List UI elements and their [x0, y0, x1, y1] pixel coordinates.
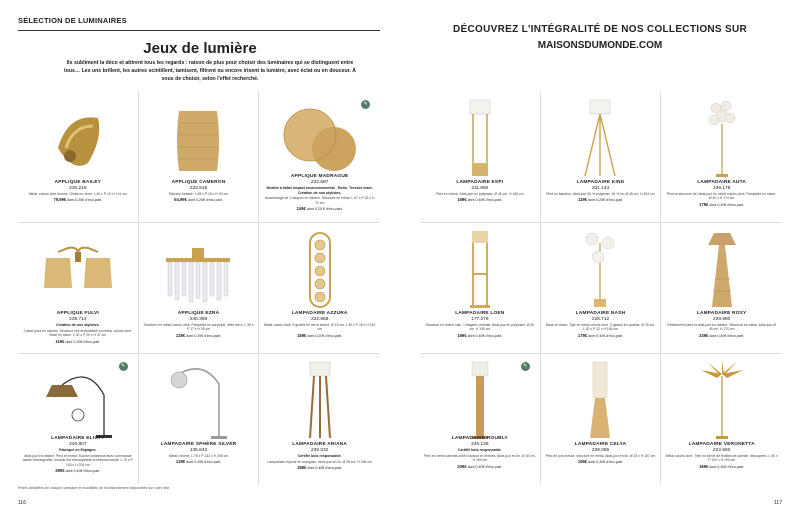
product-price-line [545, 333, 657, 338]
product-name: APPLIQUE FULVI [56, 311, 99, 316]
lamp-image [541, 229, 661, 309]
product-price-line [424, 197, 536, 202]
eco-badge-icon: ✎ [361, 100, 370, 109]
eco-part: dont 0,40€ d'éco-part. [65, 468, 101, 473]
product-price-line [424, 333, 536, 338]
product-ref: 230.219 [69, 186, 87, 191]
product-price-line [22, 468, 134, 473]
product-price: 179€ [699, 201, 709, 207]
product-card-veronetta[interactable] [661, 354, 782, 484]
product-price-line [665, 333, 778, 338]
product-card-nash[interactable] [541, 223, 662, 354]
product-description: Structure en métal coloris doré. Pampilles en acrylique, effet verre. L 35 x P 17 x H 35 cm [143, 323, 254, 332]
lamp-image [541, 98, 661, 178]
product-ref: 233.918 [189, 186, 208, 191]
product-description: Métal, coloris doré brossé. Globe en verre. L 40 x P 10 x H 41 cm [28, 192, 127, 196]
product-card-auta[interactable] [661, 92, 782, 223]
product-description: Pied en jonc tressé, structure en métal. Abat-jour en lin. Ø 25 x H 157 cm [545, 454, 656, 458]
product-note: Certifié bois responsable. [297, 454, 342, 458]
product-description: Revêtement pied et abat-jour en rabane. Structure en métal. Abat-jour Ø 45 cm. H 170 cm [667, 323, 776, 332]
product-name: LAMPADAIRE AZZURA [291, 311, 348, 316]
product-name: LAMPADAIRE LOEN [455, 311, 505, 316]
product-description: Métal coloris doré. 5 globes en verre ambré, Ø 15 cm. L 30 x P 18 x H 140 cm [263, 323, 376, 332]
product-card-espi[interactable] [420, 92, 541, 223]
product-price-line [665, 464, 778, 469]
product-card-eliott[interactable] [18, 354, 139, 484]
product-price-line [263, 206, 376, 211]
right-page [400, 0, 800, 513]
product-name: LAMPADAIRE NASH [575, 311, 626, 316]
section-divider [18, 30, 380, 31]
lamp-image [259, 229, 380, 309]
lamp-image [420, 360, 540, 440]
lamp-image [420, 98, 540, 178]
product-ref: 239.714 [69, 317, 87, 322]
lamp-image [259, 360, 380, 440]
product-price: 399€ [55, 467, 65, 473]
product-price: 189€ [297, 465, 307, 471]
product-price: 239€ [699, 332, 709, 338]
eco-part: dont 0,20€ d'éco-part. [186, 333, 222, 338]
eco-part: dont 0,40€ d'éco-part. [307, 466, 343, 471]
product-ref: 240.399 [189, 317, 208, 322]
product-description: Structure en chêne clair. 1 étagère centrale. Abat-jour en polyester, Ø 40 cm. H 155 cm [425, 323, 535, 332]
page-number: 116 [18, 500, 26, 506]
product-description: Rabane tressée. L 65 x P 18 x H 40 cm [168, 192, 228, 196]
product-ref: 239.179 [712, 186, 731, 191]
product-price: 119€ [578, 197, 588, 203]
product-price-line [22, 339, 134, 344]
page-number: 117 [774, 500, 782, 506]
product-price: 159€ [577, 459, 588, 465]
product-name: LAMPADAIRE ROUBLY [451, 436, 508, 441]
product-name: LAMPADAIRE VERONETTA [688, 442, 755, 447]
eco-part: dont 0,40€ d'éco-part. [588, 333, 624, 338]
lamp-image [541, 360, 661, 440]
product-price: 79,99€ [53, 197, 67, 203]
section-title: SÉLECTION DE LUMINAIRES [18, 16, 127, 25]
product-description: Métal coloris doré. Tête en forme de feuilles de palmier, découpées. L 60 x P 100 x H 190 cm [665, 454, 778, 463]
eco-part: dont 0,20 € d'éco-part. [306, 207, 343, 212]
eco-part: dont 0,40€ d'éco-part. [467, 198, 503, 203]
lamp-image [18, 98, 138, 178]
product-price-line [424, 464, 536, 469]
product-price-line [263, 333, 376, 338]
product-price-line [545, 459, 657, 464]
product-note: Fabriqué en Espagne. [59, 448, 97, 452]
product-name: APPLIQUE CAMERON [171, 180, 226, 185]
product-ref: 239.032 [310, 448, 329, 453]
right-product-grid [420, 92, 782, 484]
lamp-image [139, 98, 259, 178]
lamp-image [139, 360, 259, 440]
product-name: APPLIQUE EZRA [177, 311, 220, 316]
lamp-image [18, 360, 138, 440]
product-price-line [263, 465, 376, 470]
product-description: Pied et structure de l'abat-jour en métal coloris doré. Pampilles en nacre. Ø 40 x H 174 cm [667, 192, 777, 201]
product-card-bailey[interactable] [18, 92, 139, 223]
product-description: Abat-jour en rabane. Pied en métal. Source lumineuse avec commande tactile rechargeable, module led rechargeable et télécommandé. L 70 x P 100 x H 226 cm [22, 453, 133, 467]
product-name: LAMPADAIRE KIND [576, 180, 625, 185]
lamp-image [139, 229, 259, 309]
product-card-madrague[interactable] [259, 92, 380, 223]
product-price: 209€ [457, 463, 467, 469]
product-description: 2 abat-jours en rabane. Structure cire anomalisée en métal, coloris doré. Base en laiton. L 30 x P 20 x H 37 cm [23, 328, 133, 338]
product-price: 149€ [296, 206, 306, 212]
product-ref: 232.888 [310, 317, 329, 322]
product-price-line [143, 197, 255, 202]
eco-part: dont 0,40€ d'éco-part. [467, 333, 503, 338]
product-card-celya[interactable] [541, 354, 662, 484]
left-product-grid [18, 92, 380, 484]
product-ref: 135.842 [189, 448, 208, 453]
product-price-line [143, 459, 255, 464]
product-ref: 211.880 [471, 186, 489, 191]
product-note: Création de nos stylistes. [56, 323, 100, 327]
product-ref: 232.687 [310, 180, 329, 185]
lamp-image [259, 98, 380, 178]
product-card-roubly[interactable] [420, 354, 541, 484]
product-ref: 239.980 [712, 317, 731, 322]
product-description: Pied en hévéa lamellé-collé d'acacia et d'hévéa. Abat-jour en lin, Ø 40 cm. H 160 cm [424, 453, 536, 463]
eco-part: dont 0,40€ d'éco-part. [186, 460, 222, 465]
page-headline: Jeux de lumière [143, 40, 257, 57]
product-description: Assemblage de 2 disques en rabane. Structure en métal. L 67 x P 32 x H 70 cm [264, 196, 375, 205]
product-ref: 177.279 [471, 317, 489, 322]
product-price: 189€ [297, 332, 307, 338]
product-description: Pied en chêne. Abat-jour en polyester, Ø 45 cm. H 168 cm [436, 192, 524, 196]
product-description: Base en laiton. Tige en métal coloris doré. 3 globes en opaline, Ø 25 cm. L 30 x P 22 x H 166 cm [545, 323, 656, 332]
product-name: LAMPADAIRE SPHÈRE SILVER [160, 442, 237, 447]
product-price: 119€ [55, 338, 65, 344]
product-price: 169€ [457, 197, 467, 203]
product-card-azzura[interactable] [259, 223, 380, 354]
eco-part: dont 0,40€ d'éco-part. [588, 460, 624, 465]
product-price-line [665, 202, 778, 207]
product-card-fulvi[interactable] [18, 223, 139, 354]
product-card-cameron[interactable] [139, 92, 260, 223]
lamp-image [420, 229, 540, 309]
product-card-ezra[interactable] [139, 223, 260, 354]
product-ref: 240.139 [471, 442, 489, 447]
eco-part: dont 0,20€ d'éco-part. [588, 198, 623, 203]
eco-part: dont 0,40€ d'éco-part. [709, 333, 745, 338]
product-name: APPLIQUE MADRAGUE [290, 174, 349, 179]
product-price-line [143, 333, 255, 338]
product-card-sphere-silver[interactable] [139, 354, 260, 484]
product-name: LAMPADAIRE ESPI [456, 180, 504, 185]
product-price: 169€ [699, 463, 709, 469]
product-ref: 201.144 [591, 186, 610, 191]
product-price: 129€ [175, 459, 186, 465]
eco-part: dont 0,20€ d'éco-part. [307, 333, 343, 338]
product-name: APPLIQUE BAILEY [54, 180, 102, 185]
product-description: Pied en bambou. Abat-jour 60 % polyester, 35 % lin, Ø 45 cm. H 154 cm [546, 192, 655, 196]
product-price-line [22, 197, 134, 202]
product-name: LAMPADAIRE ARIANA [292, 442, 348, 447]
eco-part: dont 0,20€ d'éco-part. [65, 339, 101, 344]
product-ref: 222.660 [712, 448, 731, 453]
lamp-image [661, 98, 782, 178]
product-note: Certifié bois responsable. [457, 448, 502, 452]
product-name: LAMPADAIRE ROSY [696, 311, 747, 316]
intro-paragraph: Ils subliment la déco et attirent tous les regards : raison de plus pour choisir des luminaires qui se distinguent entre tous… Les uns brillent, les autres scintillent, tamisent, filtrent ou encore irisent la lumière, avec éclat ou en douceur. À vous de choisir, selon l'effet recherché. [63, 60, 357, 82]
product-card-loen[interactable] [420, 223, 541, 354]
product-card-rosy[interactable] [661, 223, 782, 354]
product-price: 54,99€ [174, 197, 187, 203]
lamp-image [661, 360, 782, 440]
product-note: Modèle à faible impact environnemental - Rotin. Tressée main. Création de nos stylistes. [266, 186, 373, 195]
website-link[interactable]: MAISONSDUMONDE.COM [537, 40, 663, 51]
product-name: LAMPADAIRE AUTA [697, 180, 747, 185]
eco-part: dont 0,40€ d'éco-part. [709, 202, 745, 207]
product-name: LAMPADAIRE CELYA [574, 442, 627, 447]
product-card-ariana[interactable] [259, 354, 380, 484]
eco-part: dont 0,20€ d'éco-part. [67, 198, 103, 203]
product-ref: 228.712 [591, 317, 610, 322]
product-price: 129€ [175, 332, 186, 338]
product-card-kind[interactable] [541, 92, 662, 223]
product-description: Lampadaire tripode en manguier. Abat-jour en lin, Ø 35 cm. H 168 cm [267, 459, 372, 464]
product-ref: 239.065 [591, 448, 610, 453]
product-price-line [545, 197, 657, 202]
footnote: Prises détaillées de chaque luminaire et modalités de fonctionnement disponibles sur notre site. [18, 486, 171, 490]
promo-line: DÉCOUVREZ L'INTÉGRALITÉ DE NOS COLLECTIONS SUR [453, 24, 747, 35]
product-ref: 240.807 [69, 442, 87, 447]
lamp-image [18, 229, 138, 309]
product-description: Métal chromé. L 78 x P 132 x H 206 cm [168, 454, 229, 458]
eco-part: dont 0,40€ d'éco-part. [709, 464, 745, 469]
eco-badge-icon: ✎ [521, 362, 530, 371]
product-price: 179€ [577, 332, 588, 338]
eco-part: dont 0,40€ d'éco-part. [467, 464, 503, 469]
product-name: LAMPADAIRE ELIOTT [51, 436, 105, 441]
lamp-image [661, 229, 782, 309]
eco-part: dont 0,20€ d'éco-part. [187, 198, 223, 203]
product-price: 169€ [457, 332, 467, 338]
eco-badge-icon: ✎ [119, 362, 128, 371]
